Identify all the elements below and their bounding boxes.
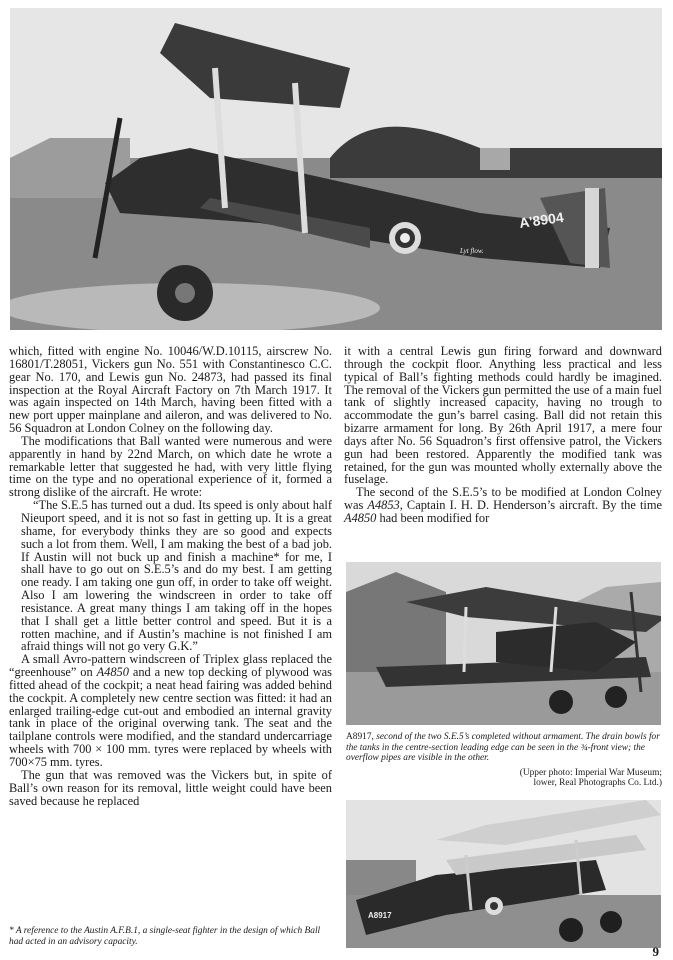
- paragraph: which, fitted with engine No. 10046/W.D.10115, airscrew No. 16801/T.28051, Vickers gun No. 551 with Constantinesco C.C. gear No. 170, and Lewis gun No. 24873, had passed its final inspection at the Royal Aircraft Factory on 7th March 1917. It was again inspected on 14th March, having been fitted with a new port upper mainplane and aileron, and was delivered to No. 56 Squadron at London Colney on the following day.: [9, 344, 332, 436]
- caption-text: A8917, second of the two S.E.5’s completed without armament. The drain bowls for the tanks in the centre-section leading edge can be seen in the ¾-front view; the overflow pipes are visible in the other.: [346, 732, 660, 764]
- page-number: 9: [652, 944, 659, 959]
- serial-reference: A4850: [96, 665, 129, 680]
- biplane-photo-icon: [10, 8, 662, 330]
- paragraph: The modifications that Ball wanted were numerous and were apparently in hand by 22nd March, on which date he wrote a remarkable letter that suggested he had, with very little flying time on the type and no operational experience of it, formed a strong dislike of the aircraft. He wrote:: [9, 433, 332, 500]
- bottom-photo-serial: A8917: [368, 911, 392, 920]
- caption-serial: A8917: [346, 732, 372, 742]
- right-column: [344, 345, 662, 525]
- serial-reference: A4850: [344, 510, 377, 525]
- bottom-photo: [346, 800, 661, 948]
- serial-reference: A4853: [367, 498, 400, 513]
- top-photo-serial: A'8904: [518, 208, 565, 231]
- paragraph: The second of the S.E.5’s to be modified at London Colney was A4853, Captain I. H. D. Henderson’s aircraft. By the time A4850 had been modified for: [344, 485, 662, 525]
- paragraph: it with a central Lewis gun firing forward and downward through the cockpit floor. Anything less practical and less typical of Ball’s fighting methods could hardly be imagined. The removal of the Vickers gun permitted the use of a main fuel tank of slightly increased capacity, having no trough to accommodate the gun’s barrel casing. Ball did not retain this bizarre armament for long. By 26th April 1917, a mere four days after No. 56 Squadron’s first offensive patrol, the Vickers gun had been restored. Apparently the modified tank was retained, for the gun was mounted wholly externally above the fuselage.: [344, 344, 662, 487]
- top-photo: [10, 8, 662, 330]
- biplane-photo-icon: [346, 800, 661, 948]
- biplane-photo-icon: [346, 562, 661, 725]
- photo-credit: (Upper photo: Imperial War Museum; lower, Real Photographs Co. Ltd.): [519, 767, 662, 789]
- footnote: * A reference to the Austin A.F.B.1, a single-seat fighter in the design of which Ball had acted in an advisory capacity.: [9, 926, 321, 947]
- top-photo-side-marking: Lyt flow.: [460, 247, 484, 255]
- block-quote: “The S.E.5 has turned out a dud. Its speed is only about half Nieuport speed, and it is not so fast in getting up. It is a great shame, for everybody thinks they are so good and expects such a lot from them. Well, I am making the best of a bad job. If Austin will not buck up and finish a machine* for me, I shall have to go out on S.E.5’s and do my best. I am getting one ready. I am taking one gun off, in order to take off weight. Also I am lowering the windscreen in order to take off resistance. A great many things I am taking off in the hopes that I shall get a little better control and speed. But it is a rotten machine, and if Austin’s machine is not finished I am afraid things will not go very G.K.”: [21, 498, 332, 654]
- left-column: [9, 345, 332, 807]
- paragraph: The gun that was removed was the Vickers but, in spite of Ball’s own reason for its removal, little weight could have been saved because he replaced: [9, 767, 332, 808]
- photo-caption: [346, 732, 662, 789]
- middle-photo: [346, 562, 661, 725]
- paragraph: A small Avro-pattern windscreen of Triplex glass replaced the “greenhouse” on A4850 and a new top decking of plywood was fitted ahead of the cockpit; a neat head fairing was added behind the cockpit. A completely new centre section was fitted: it had an enlarged trailing-edge cut-out and embodied an internal gravity tank in place of the original overwing tank. The seat and the tailplane controls were modified, and the standard undercarriage wheels with 700 × 100 mm. tyres were replaced by wheels with 700×75 mm. tyres.: [9, 652, 332, 769]
